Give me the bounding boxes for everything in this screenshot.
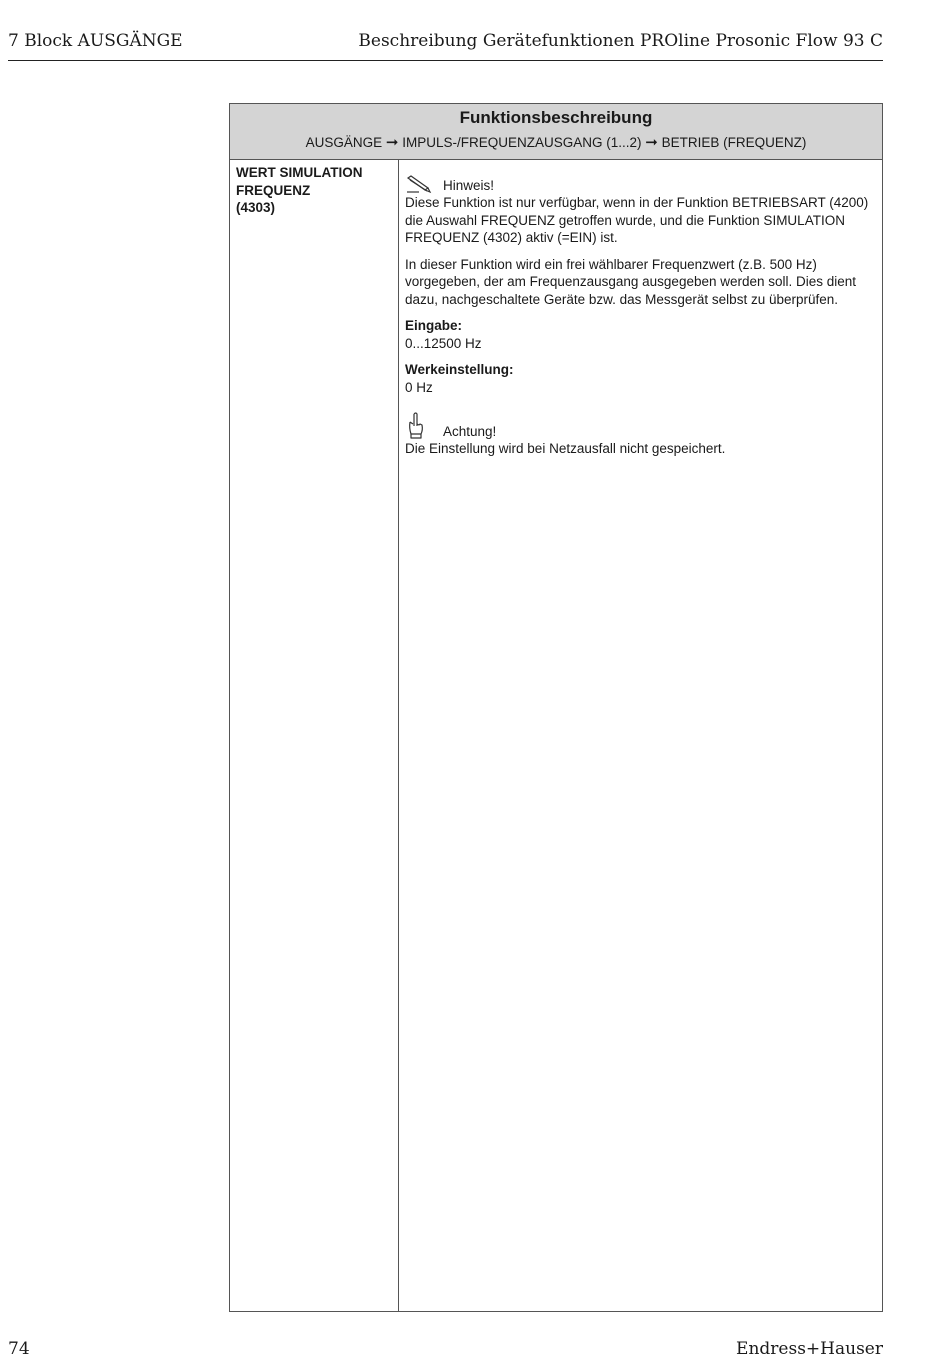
- table-title: Funktionsbeschreibung: [459, 108, 653, 127]
- default-value: 0 Hz: [405, 379, 433, 395]
- pointing-hand-icon: [405, 412, 433, 440]
- path-item: AUSGÄNGE: [305, 135, 383, 150]
- function-name-cell: [230, 160, 399, 1311]
- note-label: Hinweis!: [443, 177, 495, 193]
- table-body: [230, 160, 882, 1311]
- caution-label: Achtung!: [443, 423, 497, 439]
- page-number: 74: [8, 1339, 30, 1359]
- function-description-cell: [399, 160, 882, 1311]
- document-title: Beschreibung Gerätefunktionen PROline Prosonic Flow 93 C: [358, 31, 883, 51]
- input-value: 0...12500 Hz: [405, 335, 482, 351]
- header-divider: [8, 60, 883, 61]
- function-name: [230, 160, 398, 221]
- note-heading: [405, 174, 874, 194]
- pencil-icon: [405, 174, 433, 194]
- input-label: Eingabe:: [405, 318, 463, 333]
- function-name-line: FREQUENZ: [236, 182, 311, 198]
- menu-path: [230, 133, 882, 151]
- function-description-text: In dieser Funktion wird ein frei wählbarer Frequenzwert (z.B. 500 Hz) vorgegeben, der am Frequenzausgang ausgegeben werden soll. Dies dient dazu, nachgeschaltete Geräte bzw. das Messgerät selbst zu überprüfen.: [405, 256, 857, 307]
- section-title: 7 Block AUSGÄNGE: [8, 31, 183, 51]
- function-description-table: [229, 103, 883, 1312]
- note-text: Diese Funktion ist nur verfügbar, wenn in der Funktion BETRIEBSART (4200) die Auswahl FREQUENZ getroffen wurde, und die Funktion SIMULATION FREQUENZ (4302) aktiv (=EIN) ist.: [405, 195, 869, 245]
- arrow-right-icon: ➞: [385, 134, 399, 151]
- path-item: BETRIEB (FREQUENZ): [661, 135, 807, 150]
- caution-heading: [405, 412, 874, 440]
- path-item: IMPULS-/FREQUENZAUSGANG (1...2): [402, 135, 642, 150]
- function-code: (4303): [236, 200, 276, 215]
- arrow-right-icon: ➞: [645, 134, 658, 151]
- function-name-line: WERT SIMULATION: [236, 165, 363, 180]
- table-header: [230, 104, 882, 160]
- brand-logo-text: Endress+Hauser: [736, 1339, 883, 1359]
- default-label: Werkeinstellung:: [405, 362, 514, 377]
- caution-text: Die Einstellung wird bei Netzausfall nicht gespeichert.: [405, 441, 726, 456]
